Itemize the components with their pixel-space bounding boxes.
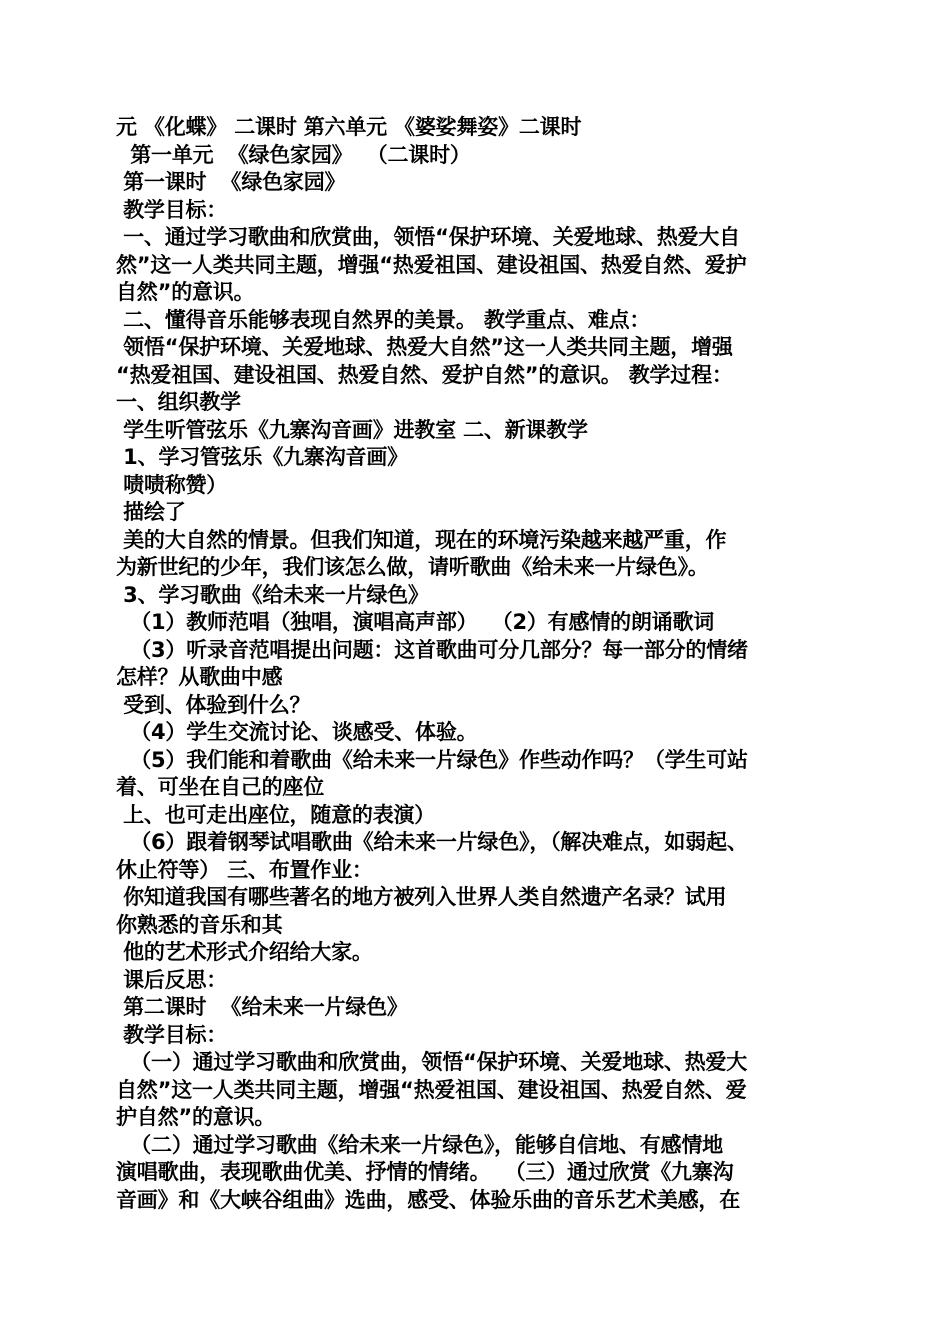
text-line: 怎样？从歌曲中感: [116, 665, 283, 689]
text-line: 啧啧称赞）: [116, 472, 228, 497]
text-line: 二、懂得音乐能够表现自然界的美景。 教学重点、难点：: [116, 307, 651, 332]
document-body-text: [116, 114, 846, 1214]
text-line: 教学目标：: [116, 1022, 228, 1047]
text-line: 休止符等） 三、布置作业：: [116, 857, 373, 882]
text-line: 音画》和《大峡谷组曲》选曲，感受、体验乐曲的音乐艺术美感，在: [116, 1187, 740, 1212]
text-line: （5）我们能和着歌曲《给未来一片绿色》作些动作吗？（学生可站: [116, 747, 748, 772]
text-line: 第二课时 《给未来一片绿色》: [116, 995, 408, 1019]
text-line: “热爱祖国、建设祖国、热爱自然、爱护自然”的意识。 教学过程：: [116, 362, 733, 387]
text-line: 然”这一人类共同主题，增强“热爱祖国、建设祖国、热爱自然、爱护: [116, 252, 747, 277]
text-line: 描绘了: [116, 500, 186, 524]
text-line: （一）通过学习歌曲和欣赏曲，领悟“保护环境、关爱地球、热爱大: [116, 1050, 748, 1074]
text-line: 上、也可走出座位，随意的表演）: [116, 802, 436, 827]
text-line: （3）听录音范唱提出问题：这首歌曲可分几部分？每一部分的情绪: [116, 637, 748, 662]
text-line: 美的大自然的情景。但我们知道，现在的环境污染越来越严重，作: [116, 527, 727, 552]
text-line: 演唱歌曲，表现歌曲优美、抒情的情绪。 （三）通过欣赏《九寨沟: [116, 1160, 734, 1184]
text-line: 为新世纪的少年，我们该怎么做，请听歌曲《给未来一片绿色》。: [116, 555, 709, 579]
text-line: 你熟悉的音乐和其: [116, 912, 283, 937]
text-line: 护自然”的意识。: [116, 1105, 276, 1129]
text-line: （4）学生交流讨论、谈感受、体验。: [116, 720, 478, 744]
text-line: 他的艺术形式介绍给大家。: [116, 940, 373, 964]
text-line: 3、学习歌曲《给未来一片绿色》: [116, 582, 429, 607]
text-line: 自然”这一人类共同主题，增强“热爱祖国、建设祖国、热爱自然、爱: [116, 1077, 747, 1102]
text-line: （6）跟着钢琴试唱歌曲《给未来一片绿色》，（解决难点，如弱起、: [116, 830, 748, 854]
text-line: 第一单元 《绿色家园》 （二课时）: [116, 142, 471, 167]
text-line: 课后反思：: [116, 967, 228, 992]
text-line: 一、通过学习歌曲和欣赏曲，领悟“保护环境、关爱地球、热爱大自: [116, 225, 740, 249]
text-line: 第一课时 《绿色家园》: [116, 170, 346, 194]
text-line: 教学目标：: [116, 197, 228, 222]
text-line: 1、学习管弦乐《九寨沟音画》: [116, 445, 408, 469]
text-line: 学生听管弦乐《九寨沟音画》进教室 二、新课教学: [116, 417, 588, 442]
text-line: 自然”的意识。: [116, 280, 255, 304]
text-line: 一、组织教学: [116, 390, 241, 414]
text-line: 受到、体验到什么？: [116, 692, 311, 717]
text-line: 着、可坐在自己的座位: [116, 775, 324, 799]
text-line: 元 《化蝶》 二课时 第六单元 《婆娑舞姿》二课时: [116, 115, 582, 139]
text-line: 领悟“保护环境、关爱地球、热爱大自然”这一人类共同主题，增强: [116, 335, 733, 359]
text-line: 你知道我国有哪些著名的地方被列入世界人类自然遗产名录？试用: [116, 885, 727, 909]
text-line: （1）教师范唱（独唱，演唱高声部） （2）有感情的朗诵歌词: [116, 610, 715, 634]
text-line: （二）通过学习歌曲《给未来一片绿色》，能够自信地、有感情地: [116, 1132, 723, 1157]
